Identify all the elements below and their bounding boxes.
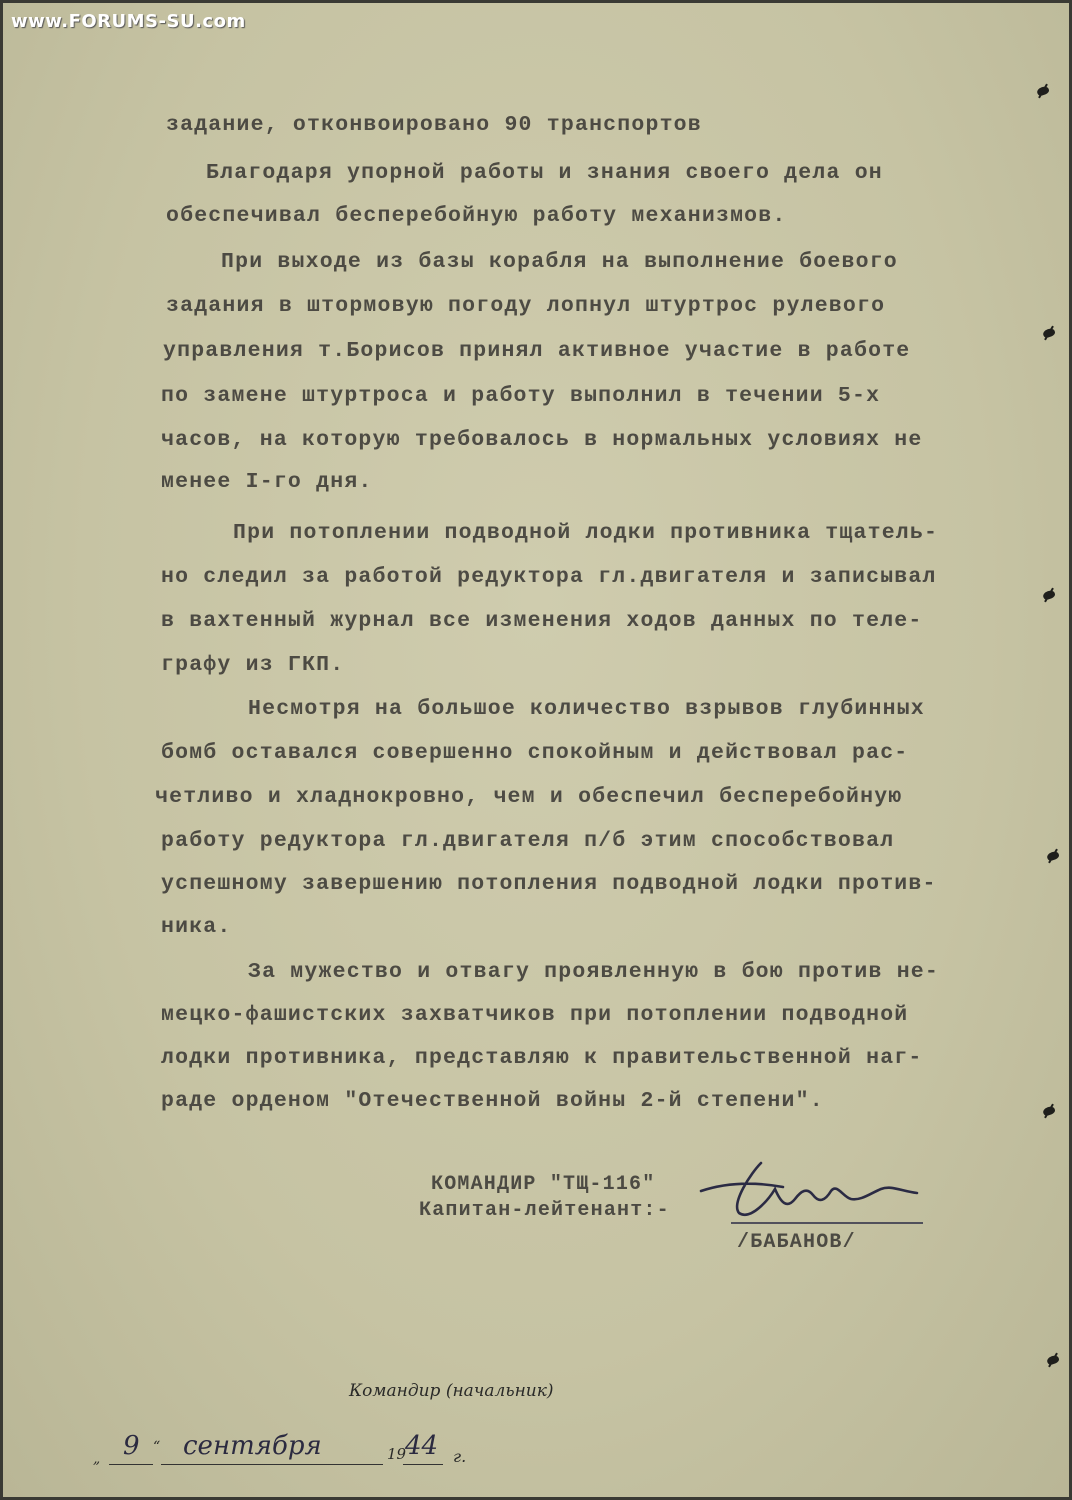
handwritten-signature bbox=[691, 1143, 931, 1233]
text-line: ника. bbox=[161, 915, 232, 939]
text-line: менее I-го дня. bbox=[161, 470, 373, 494]
text-line: по замене штуртроса и работу выполнил в течении 5-х bbox=[161, 384, 881, 408]
binder-punch-mark bbox=[1043, 846, 1063, 866]
text-line: Несмотря на большое количество взрывов глубинных bbox=[248, 697, 925, 721]
text-line: мецко-фашистских захватчиков при потоплении подводной bbox=[161, 1003, 909, 1027]
text-line: графу из ГКП. bbox=[161, 653, 345, 677]
date-month-underline bbox=[161, 1464, 383, 1465]
text-line: успешному завершению потопления подводной лодки против- bbox=[161, 872, 937, 896]
binder-punch-mark bbox=[1033, 81, 1053, 101]
text-line: четливо и хладнокровно, чем и обеспечил бесперебойную bbox=[155, 785, 903, 809]
text-line: При выходе из базы корабля на выполнение боевого bbox=[221, 250, 898, 274]
text-line: задание, отконвоировано 90 транспортов bbox=[166, 113, 702, 137]
binder-punch-mark bbox=[1043, 1350, 1063, 1370]
text-line: При потоплении подводной лодки противника тщатель- bbox=[233, 521, 939, 545]
text-line: часов, на которую требовалось в нормальных условиях не bbox=[161, 428, 923, 452]
text-line: задания в штормовую погоду лопнул штуртрос рулевого bbox=[166, 294, 886, 318]
date-day-underline bbox=[109, 1464, 153, 1465]
commander-name: /БАБАНОВ/ bbox=[737, 1231, 856, 1254]
text-line: раде орденом "Отечественной войны 2-й степени". bbox=[161, 1089, 824, 1113]
text-line: бомб оставался совершенно спокойным и действовал рас- bbox=[161, 741, 909, 765]
binder-punch-mark bbox=[1039, 323, 1059, 343]
binder-punch-mark bbox=[1039, 1101, 1059, 1121]
form-label-commander: Командир (начальник) bbox=[349, 1381, 554, 1401]
date-open-quote: „ bbox=[93, 1451, 101, 1467]
commander-title: КОМАНДИР "ТЩ-116" bbox=[431, 1173, 656, 1196]
text-line: обеспечивал бесперебойную работу механизмов. bbox=[166, 204, 787, 228]
watermark: www.FORUMS-SU.com bbox=[11, 11, 246, 32]
date-year-suffix: 44 bbox=[405, 1431, 439, 1461]
commander-rank: Капитан-лейтенант:- bbox=[419, 1199, 670, 1222]
date-year-underline bbox=[403, 1464, 443, 1465]
text-line: в вахтенный журнал все изменения ходов данных по теле- bbox=[161, 609, 923, 633]
date-close-quote: “ bbox=[153, 1439, 161, 1455]
binder-punch-mark bbox=[1039, 585, 1059, 605]
date-month: сентября bbox=[183, 1431, 322, 1461]
text-line: управления т.Борисов принял активное участие в работе bbox=[163, 339, 911, 363]
date-year-prefix: 19 bbox=[387, 1445, 407, 1463]
text-line: но следил за работой редуктора гл.двигателя и записывал bbox=[161, 565, 937, 589]
text-line: За мужество и отвагу проявленную в бою против не- bbox=[248, 960, 940, 984]
date-year-unit: г. bbox=[453, 1447, 467, 1466]
text-line: лодки противника, представляю к правительственной наг- bbox=[161, 1046, 923, 1070]
text-line: работу редуктора гл.двигателя п/б этим способствовал bbox=[161, 829, 895, 853]
text-line: Благодаря упорной работы и знания своего дела он bbox=[206, 161, 883, 185]
date-day: 9 bbox=[123, 1431, 140, 1461]
